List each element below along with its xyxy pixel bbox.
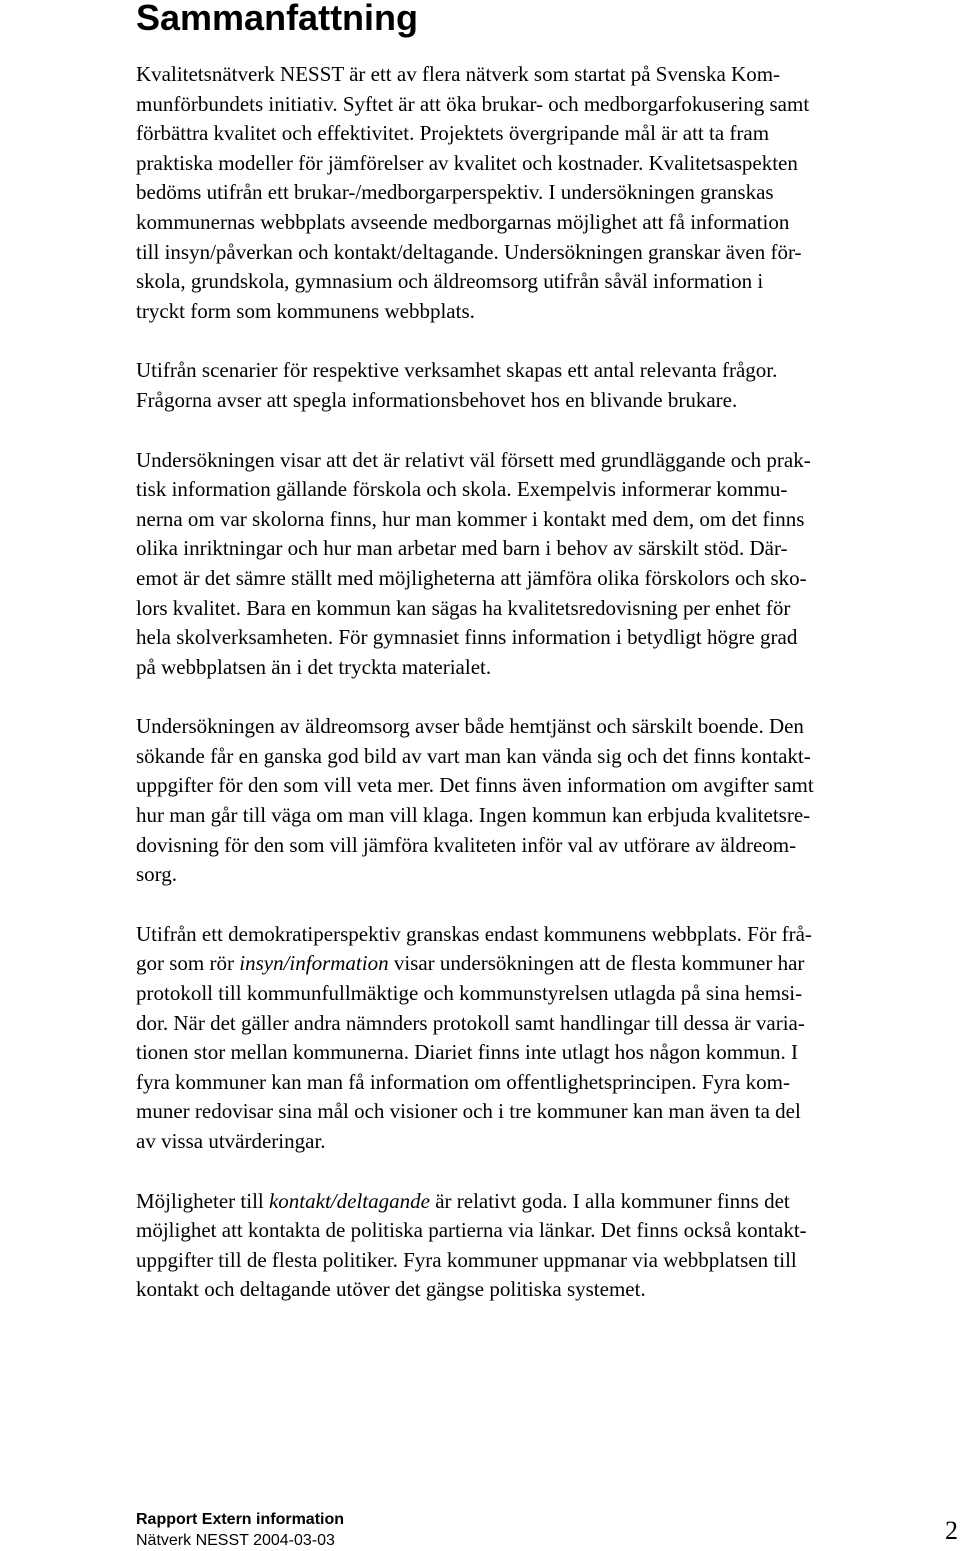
text-line: olika inriktningar och hur man arbetar med barn i behov av särskilt stöd. Där- <box>136 536 788 561</box>
text-line: nerna om var skolorna finns, hur man kommer i kontakt med dem, om det finns <box>136 506 805 531</box>
text-line: skola, grundskola, gymnasium och äldreomsorg utifrån såväl information i <box>136 269 764 294</box>
text-line: Undersökningen av äldreomsorg avser både hemtjänst och särskilt boende. Den <box>136 714 804 739</box>
text-line: fyra kommuner kan man få information om offentlighetsprincipen. Fyra kom- <box>136 1069 790 1094</box>
text-line: Utifrån scenarier för respektive verksamhet skapas ett antal relevanta frågor. <box>136 358 778 383</box>
paragraph-elderly-care <box>136 712 960 890</box>
page-title: Sammanfattning <box>136 0 419 38</box>
page-number: 2 <box>945 1516 958 1545</box>
text-line: på webbplatsen än i det tryckta materialet. <box>136 654 492 679</box>
text-line: protokoll till kommunfullmäktige och kommunstyrelsen utlagda på sina hemsi- <box>136 981 803 1006</box>
text-line: möjlighet att kontakta de politiska partierna via länkar. Det finns också kontakt- <box>136 1218 807 1243</box>
text-line: kontakt och deltagande utöver det gängse politiska systemet. <box>136 1277 646 1302</box>
text-line: tryckt form som kommunens webbplats. <box>136 298 475 323</box>
text-line: sökande får en ganska god bild av vart man kan vända sig och det finns kontakt- <box>136 743 811 768</box>
text-line: tisk information gällande förskola och skola. Exempelvis informerar kommu- <box>136 477 788 502</box>
text-line: bedöms utifrån ett brukar-/medborgarperspektiv. I undersökningen granskas <box>136 180 774 205</box>
text-line: hur man går till väga om man vill klaga. Ingen kommun kan erbjuda kvalitetsre- <box>136 803 811 828</box>
text-line: till insyn/påverkan och kontakt/deltagande. Undersökningen granskar även för- <box>136 239 802 264</box>
footer-network-date: Nätverk NESST 2004-03-03 <box>136 1532 335 1549</box>
text-line: kommunernas webbplats avseende medborgarnas möjlighet att få information <box>136 209 790 234</box>
paragraph-contact <box>136 1187 960 1305</box>
text-line: sorg. <box>136 862 178 887</box>
text-line: hela skolverksamheten. För gymnasiet finns information i betydligt högre grad <box>136 625 798 650</box>
text-line: praktiska modeller för jämförelser av kvalitet och kostnader. Kvalitetsaspekten <box>136 150 798 175</box>
text-line: tionen stor mellan kommunerna. Diariet finns inte utlagt hos någon kommun. I <box>136 1040 798 1065</box>
text-line: dor. När det gäller andra nämnders protokoll samt handlingar till dessa är varia- <box>136 1010 805 1035</box>
text-line: muner redovisar sina mål och visioner och i tre kommuner kan man även ta del <box>136 1099 801 1124</box>
paragraph-intro <box>136 60 960 326</box>
text-line: av vissa utvärderingar. <box>136 1129 326 1153</box>
text-line: uppgifter till de flesta politiker. Fyra kommuner uppmanar via webbplatsen till <box>136 1247 797 1272</box>
text-line: gor som rör insyn/information visar undersökningen att de flesta kommuner har <box>136 951 805 976</box>
paragraph-democracy <box>136 920 960 1157</box>
text-line: dovisning för den som vill jämföra kvaliteten inför val av utförare av äldreom- <box>136 832 797 857</box>
footer <box>136 1509 344 1551</box>
paragraph-school <box>136 446 960 683</box>
text-line: förbättra kvalitet och effektivitet. Projektets övergripande mål är att ta fram <box>136 121 770 146</box>
text-line: emot är det sämre ställt med möjligheterna att jämföra olika förskolors och sko- <box>136 565 807 590</box>
text-line: uppgifter för den som vill veta mer. Det finns även information om avgifter samt <box>136 773 814 798</box>
text-line: Undersökningen visar att det är relativt väl försett med grundläggande och prak- <box>136 447 811 472</box>
summary-body <box>136 60 960 1305</box>
footer-report-name: Rapport Extern information <box>136 1511 345 1528</box>
text-line: munförbundets initiativ. Syftet är att öka brukar- och medborgarfokusering samt <box>136 91 810 116</box>
paragraph-scenarios <box>136 356 960 415</box>
text-line: Kvalitetsnätverk NESST är ett av flera nätverk som startat på Svenska Kom- <box>136 62 781 86</box>
text-line: Möjligheter till kontakt/deltagande är relativt goda. I alla kommuner finns det <box>136 1188 790 1213</box>
text-line: Frågorna avser att spegla informationsbehovet hos en blivande brukare. <box>136 387 738 412</box>
text-line: Utifrån ett demokratiperspektiv granskas endast kommunens webbplats. För frå- <box>136 921 812 946</box>
text-line: lors kvalitet. Bara en kommun kan sägas ha kvalitetsredovisning per enhet för <box>136 595 791 620</box>
